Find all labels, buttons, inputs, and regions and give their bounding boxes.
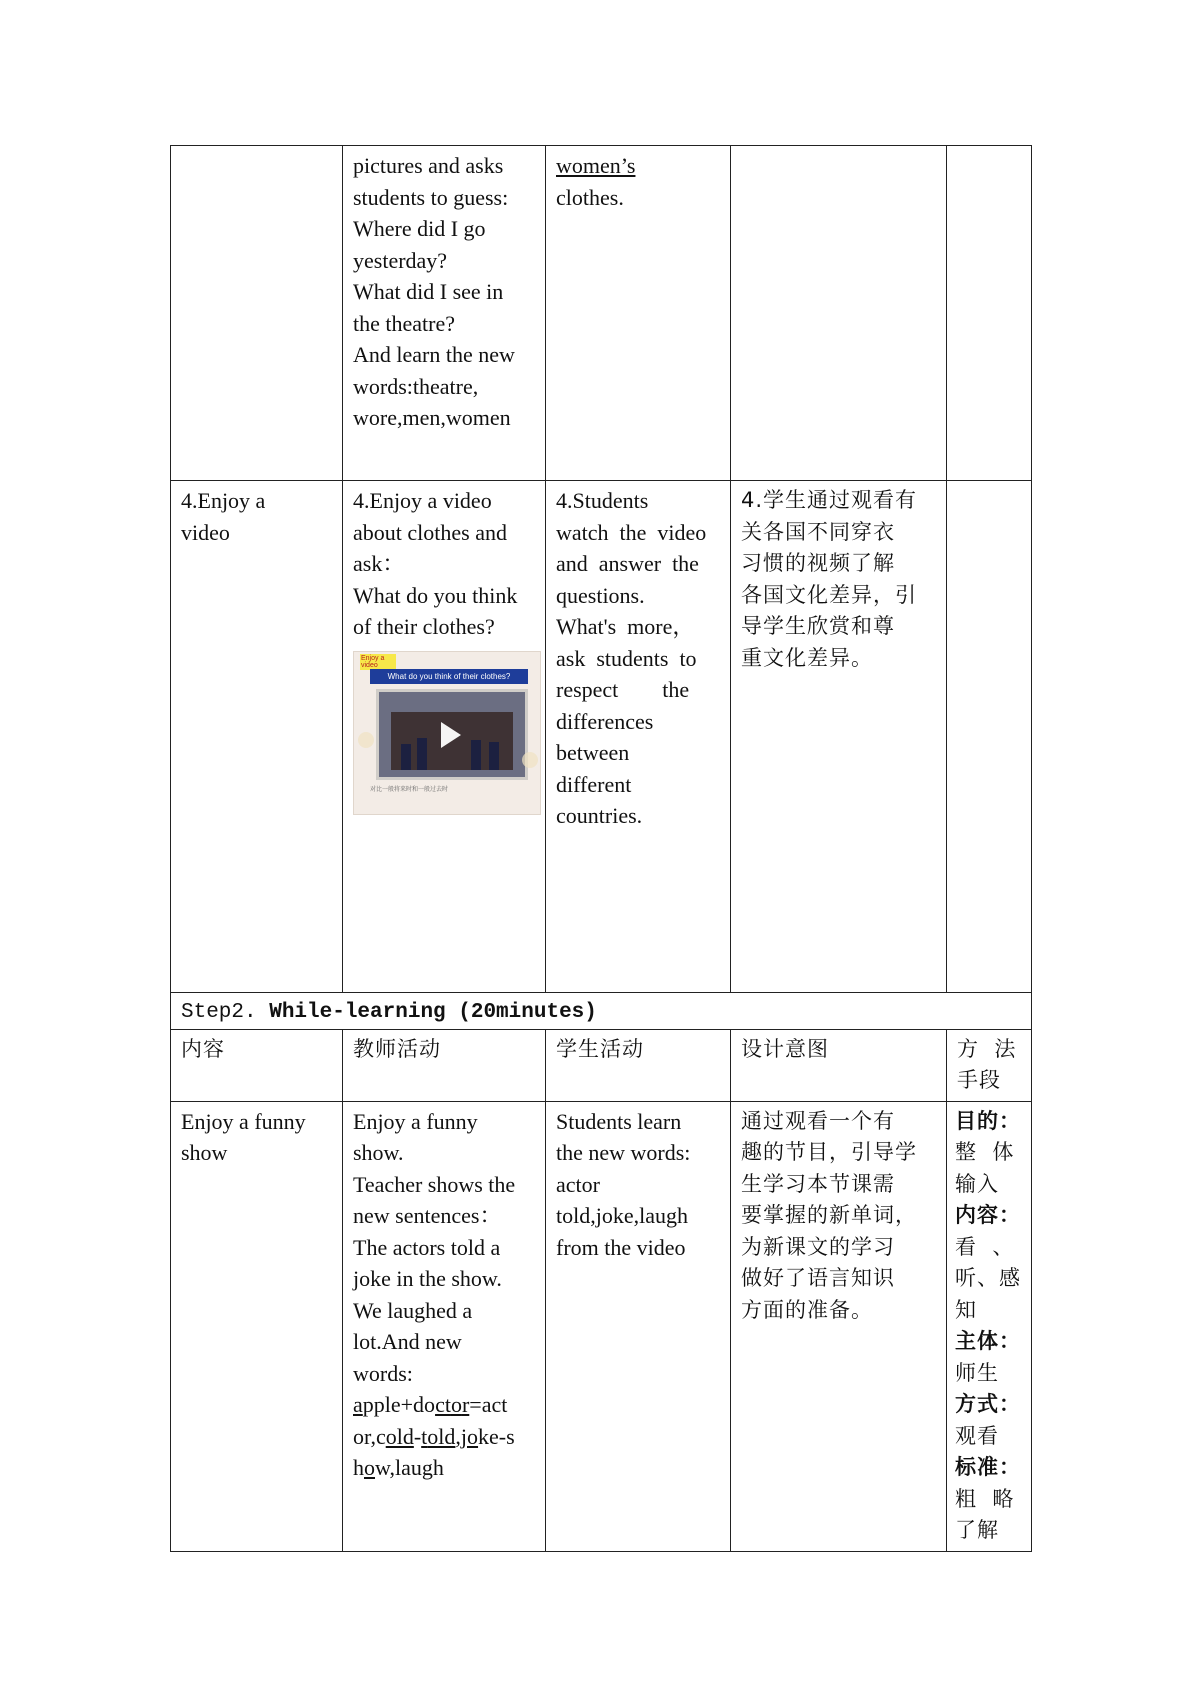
cell-student-activity [546, 1101, 731, 1551]
text-line: What do you think [353, 582, 518, 608]
text-line: yesterday? [353, 247, 448, 273]
word-formula-line: or,cold-told,joke-s [353, 1423, 515, 1449]
text-line: from the video [556, 1234, 686, 1260]
cell-teacher-activity [343, 1101, 546, 1551]
text-line: the theatre? [353, 310, 455, 336]
method-value: 师生 [955, 1360, 999, 1385]
header-label: 内容 [181, 1036, 225, 1061]
figure [489, 742, 499, 770]
text-line: clothes. [556, 184, 624, 210]
text-line: We laughed a [353, 1297, 473, 1323]
text-line: What's more， [556, 614, 695, 639]
text-line: words: [353, 1360, 413, 1386]
text-line: respect the [556, 677, 690, 702]
method-value: 整 体 [955, 1140, 1015, 1164]
decor-bubble [358, 732, 374, 748]
cell-intent-empty [731, 146, 947, 481]
header-label: 手段 [957, 1068, 1001, 1092]
text-line: 通过观看一个有 [741, 1108, 895, 1133]
text-line: show. [353, 1140, 404, 1165]
text-line: 习惯的视频了解 [741, 551, 895, 575]
underlined-word: women’s [556, 153, 636, 178]
header-label: 设计意图 [741, 1036, 829, 1061]
method-label: 标准： [955, 1455, 1021, 1479]
method-value: 输入 [955, 1171, 999, 1196]
header-intent [731, 1029, 947, 1101]
word-formula-line: apple+doctor=act [353, 1392, 508, 1417]
text-line: about clothes and [353, 519, 507, 545]
method-label: 主体： [955, 1329, 1021, 1353]
header-content [171, 1029, 343, 1101]
text-line: ask： [353, 551, 405, 576]
text-line: of their clothes? [353, 614, 495, 639]
decor-bubble [522, 752, 538, 768]
cell-content [171, 481, 343, 993]
text-line: 方面的准备。 [741, 1297, 873, 1322]
row-funny-show [171, 1101, 1032, 1551]
cell-teacher-activity [343, 481, 546, 993]
method-value: 粗 略 [955, 1486, 1015, 1511]
header-label: 方 法 [957, 1036, 1017, 1061]
header-method [947, 1029, 1032, 1101]
cell-content-empty [171, 146, 343, 481]
figure [417, 738, 427, 770]
text-line: wore,men,women [353, 405, 511, 430]
text-line: The actors told a [353, 1234, 501, 1260]
text-line: between [556, 740, 630, 765]
header-teacher [343, 1029, 546, 1101]
step-prefix: Step2. [181, 1001, 270, 1024]
text-line: students to guess: [353, 184, 509, 210]
method-label: 目的： [955, 1108, 1021, 1133]
row-column-headers [171, 1029, 1032, 1101]
text-line: told,joke,laugh [556, 1203, 688, 1228]
row-step-heading [171, 993, 1032, 1030]
play-icon[interactable] [441, 722, 461, 748]
cell-design-intent [731, 1101, 947, 1551]
cell-design-intent [731, 481, 947, 993]
method-value: 知 [955, 1297, 977, 1322]
lesson-plan-table [170, 145, 1032, 1552]
text-line: pictures and asks [353, 153, 504, 178]
text-line: questions. [556, 582, 645, 608]
cell-student-activity [546, 146, 731, 481]
thumbnail-tag: Enjoy a video [360, 654, 396, 670]
text-line: 导学生欣赏和尊 [741, 614, 895, 638]
method-value: 听、感 [955, 1266, 1021, 1290]
video-screen [376, 689, 528, 780]
cell-method-empty [947, 146, 1032, 481]
text-line: watch the video [556, 519, 707, 545]
text-line: 重文化差异。 [741, 645, 873, 670]
text-line: Enjoy a funny [353, 1108, 478, 1134]
text-line: And learn the new [353, 342, 515, 367]
text-line: countries. [556, 803, 643, 828]
word-formula-line: how,laugh [353, 1455, 444, 1480]
figure [401, 744, 411, 770]
row-enjoy-video [171, 481, 1032, 993]
text-line: 4.Enjoy a video [353, 488, 492, 513]
text-line: 要掌握的新单词， [741, 1203, 917, 1227]
text-line: lot.And new [353, 1329, 462, 1354]
header-label: 学生活动 [556, 1036, 644, 1061]
cell-method-empty [947, 481, 1032, 993]
text-line: and answer the [556, 551, 699, 576]
text-line: 4.Students [556, 488, 649, 513]
text-line: actor [556, 1171, 600, 1197]
text-line: different [556, 771, 632, 797]
row-continuation [171, 146, 1032, 481]
text-line: 4.学生通过观看有 [741, 488, 918, 512]
cell-method [947, 1101, 1032, 1551]
text-line: Teacher shows the [353, 1171, 516, 1197]
text-line: 关各国不同穿衣 [741, 519, 895, 544]
text-line: show [181, 1140, 228, 1165]
thumbnail-banner: What do you think of their clothes? [370, 669, 528, 684]
cell-student-activity [546, 481, 731, 993]
text-line: 为新课文的学习 [741, 1234, 895, 1259]
text-line: joke in the show. [353, 1266, 502, 1291]
text-line: 生学习本节课需 [741, 1171, 895, 1196]
text-line: new sentences： [353, 1203, 502, 1228]
cell-teacher-activity [343, 146, 546, 481]
header-student [546, 1029, 731, 1101]
text-line: differences [556, 708, 654, 734]
header-label: 教师活动 [353, 1036, 441, 1061]
figure [471, 740, 481, 770]
text-line: 做好了语言知识 [741, 1266, 895, 1290]
method-value: 观看 [955, 1423, 999, 1448]
text-line: 趣的节目，引导学 [741, 1140, 917, 1164]
step-heading [171, 993, 1032, 1030]
method-value: 了解 [955, 1518, 999, 1542]
thumbnail-caption: 对比一般将来时和一般过去时 [370, 786, 449, 793]
text-line: 4.Enjoy a [181, 488, 266, 513]
text-line: words:theatre, [353, 373, 479, 399]
text-line: 各国文化差异，引 [741, 582, 917, 607]
text-line: Enjoy a funny [181, 1108, 306, 1134]
method-label: 内容： [955, 1203, 1021, 1227]
video-thumbnail[interactable] [353, 651, 541, 815]
method-value: 看 、 [955, 1234, 1015, 1259]
cell-content [171, 1101, 343, 1551]
text-line: video [181, 519, 230, 545]
text-line: Students learn [556, 1108, 682, 1134]
method-label: 方式： [955, 1392, 1021, 1416]
text-line: Where did I go [353, 216, 486, 241]
text-line: What did I see in [353, 279, 504, 304]
text-line: ask students to [556, 645, 697, 671]
text-line: the new words: [556, 1140, 691, 1165]
step-title: While-learning (20minutes) [269, 1001, 597, 1024]
